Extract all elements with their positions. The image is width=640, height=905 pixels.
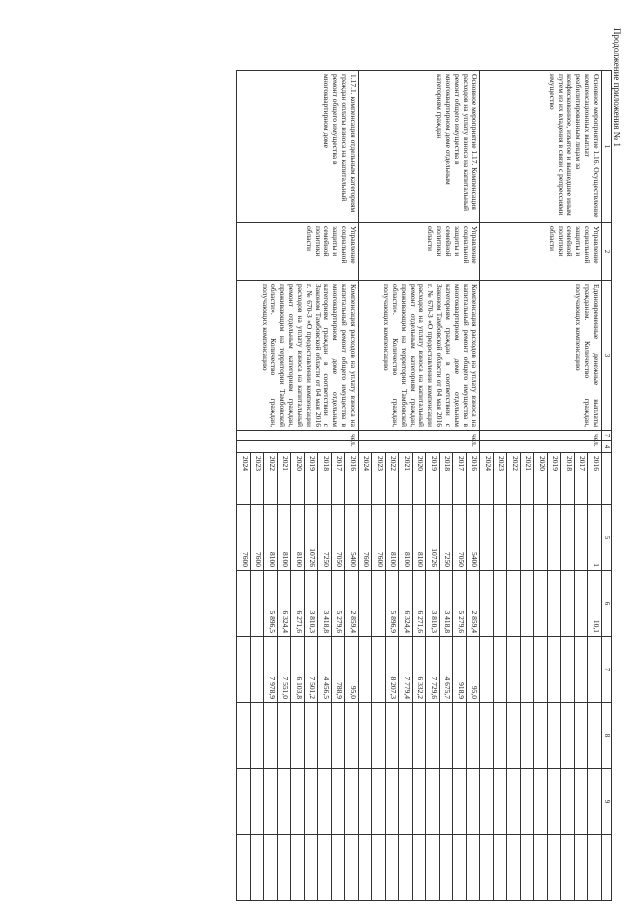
value-blank bbox=[251, 835, 265, 901]
value-col6: 2 859,4 bbox=[467, 571, 481, 637]
value-col5: 7600 bbox=[359, 505, 373, 571]
year-cell: 2020 bbox=[534, 453, 548, 505]
column-number-row bbox=[602, 71, 612, 901]
value-col9 bbox=[345, 769, 359, 835]
value-col9 bbox=[332, 769, 346, 835]
col-header-3b: 7 bbox=[602, 431, 612, 441]
value-col7: 788,9 bbox=[332, 637, 346, 703]
year-cell: 2017 bbox=[332, 453, 346, 505]
value-col8 bbox=[332, 703, 346, 769]
value-col9 bbox=[426, 769, 440, 835]
value-blank bbox=[399, 835, 413, 901]
value-blank bbox=[426, 835, 440, 901]
year-cell: 2020 bbox=[291, 453, 305, 505]
value-col5: 7600 bbox=[372, 505, 386, 571]
value-col7: 95,0 bbox=[467, 637, 481, 703]
year-cell: 2016 bbox=[588, 453, 602, 505]
value-blank bbox=[534, 835, 548, 901]
value-blank bbox=[264, 835, 278, 901]
appendix-note bbox=[612, 28, 622, 168]
year-cell: 2023 bbox=[251, 453, 265, 505]
year-cell: 2018 bbox=[440, 453, 454, 505]
value-col5 bbox=[534, 505, 548, 571]
value-col6: 5 279,6 bbox=[453, 571, 467, 637]
value-col6: 6 271,6 bbox=[291, 571, 305, 637]
value-blank bbox=[359, 835, 373, 901]
value-col8 bbox=[264, 703, 278, 769]
measure-executor: Управление социальной защиты и семейной политики области bbox=[359, 223, 481, 281]
year-cell: 2024 bbox=[237, 453, 251, 505]
value-col5: 7600 bbox=[237, 505, 251, 571]
value-col6: 3 810,3 bbox=[426, 571, 440, 637]
value-col8 bbox=[494, 703, 508, 769]
value-col5: 7050 bbox=[332, 505, 346, 571]
value-col9 bbox=[237, 769, 251, 835]
value-col8 bbox=[548, 703, 562, 769]
value-col6 bbox=[237, 571, 251, 637]
table-row bbox=[345, 71, 359, 901]
value-col6: 10,1 bbox=[588, 571, 602, 637]
value-col9 bbox=[372, 769, 386, 835]
value-blank bbox=[453, 835, 467, 901]
measure-executor: Управление социальной защиты и семейной политики области bbox=[237, 223, 359, 281]
value-col5: 8100 bbox=[386, 505, 400, 571]
appendix-note-text: Продолжение приложения № 1 bbox=[612, 28, 622, 148]
year-cell: 2020 bbox=[413, 453, 427, 505]
value-col9 bbox=[413, 769, 427, 835]
table-row bbox=[467, 71, 481, 901]
value-col5: 1 bbox=[588, 505, 602, 571]
value-col7 bbox=[534, 637, 548, 703]
value-col7 bbox=[251, 637, 265, 703]
year-cell: 2022 bbox=[386, 453, 400, 505]
value-col8 bbox=[251, 703, 265, 769]
measure-indicator: Компенсация расходов на уплату взноса на капитальный ремонт общего имущества в многоквартирном доме отдельным категориям граждан в соответствии с Законом Тамбовской области от 04 мая 2016 г. № 670-З «О предоставлении компенсации расходов на уплату взноса на капитальный ремонт отдельным категориям граждан, проживающим на территории Тамбовской области». Количество граждан, получающих компенсацию bbox=[359, 281, 481, 431]
value-col8 bbox=[440, 703, 454, 769]
value-col6 bbox=[548, 571, 562, 637]
value-col7 bbox=[480, 637, 494, 703]
value-col8 bbox=[413, 703, 427, 769]
value-col8 bbox=[453, 703, 467, 769]
value-col8 bbox=[372, 703, 386, 769]
value-col5: 5400 bbox=[345, 505, 359, 571]
value-col7: 7 501,2 bbox=[305, 637, 319, 703]
year-cell: 2021 bbox=[278, 453, 292, 505]
value-col9 bbox=[359, 769, 373, 835]
value-blank bbox=[575, 835, 589, 901]
table-row bbox=[588, 71, 602, 901]
value-col6: 3 810,3 bbox=[305, 571, 319, 637]
value-blank bbox=[480, 835, 494, 901]
measure-executor: Управление социальной защиты и семейной политики области bbox=[480, 223, 602, 281]
value-col5: 10726 bbox=[305, 505, 319, 571]
value-blank bbox=[345, 835, 359, 901]
value-col9 bbox=[588, 769, 602, 835]
value-col8 bbox=[561, 703, 575, 769]
value-blank bbox=[548, 835, 562, 901]
measure-title: Основное мероприятие 1.16. Осуществление компенсационных выплат реабилитированным лицам за конфискованное, изъятое и вышедшее иным путем из их владения в связи с репрессиями имущество bbox=[480, 71, 602, 223]
value-col6 bbox=[575, 571, 589, 637]
year-cell: 2023 bbox=[372, 453, 386, 505]
value-col6 bbox=[494, 571, 508, 637]
value-col7 bbox=[588, 637, 602, 703]
year-cell: 2018 bbox=[561, 453, 575, 505]
col-header-4: 4 bbox=[602, 441, 612, 453]
value-blank bbox=[372, 835, 386, 901]
value-col9 bbox=[291, 769, 305, 835]
value-blank bbox=[386, 835, 400, 901]
rotated-table-wrapper bbox=[97, 70, 612, 900]
value-col9 bbox=[318, 769, 332, 835]
year-cell: 2017 bbox=[453, 453, 467, 505]
value-col7: 6 103,8 bbox=[291, 637, 305, 703]
year-cell: 2018 bbox=[318, 453, 332, 505]
value-col5: 8100 bbox=[264, 505, 278, 571]
value-blank bbox=[440, 835, 454, 901]
year-cell: 2024 bbox=[480, 453, 494, 505]
value-col7: 7 779,4 bbox=[399, 637, 413, 703]
value-blank bbox=[278, 835, 292, 901]
value-col6 bbox=[251, 571, 265, 637]
year-cell: 2016 bbox=[345, 453, 359, 505]
measure-title: Основное мероприятие 1.17. Компенсация расходов на уплату взноса на капитальный ремонт общего имущества в многоквартирном доме отдельным категориям граждан bbox=[359, 71, 481, 223]
program-table bbox=[237, 70, 613, 901]
year-cell: 2019 bbox=[548, 453, 562, 505]
value-col7: 8 207,3 bbox=[386, 637, 400, 703]
value-blank bbox=[588, 835, 602, 901]
value-blank bbox=[494, 835, 508, 901]
measure-unit: чел. bbox=[359, 431, 481, 441]
value-col5: 7600 bbox=[251, 505, 265, 571]
measure-empty bbox=[359, 441, 481, 453]
value-col9 bbox=[453, 769, 467, 835]
value-col8 bbox=[386, 703, 400, 769]
year-cell: 2021 bbox=[521, 453, 535, 505]
year-cell: 2017 bbox=[575, 453, 589, 505]
value-col7 bbox=[548, 637, 562, 703]
measure-title: 1.17.1. компенсация отдельным категориям граждан оплаты взноса на капитальный ремонт общего имущества в многоквартирном доме bbox=[237, 71, 359, 223]
value-col6: 3 418,8 bbox=[318, 571, 332, 637]
col-header-8: 8 bbox=[602, 703, 612, 769]
year-cell: 2019 bbox=[426, 453, 440, 505]
value-col8 bbox=[278, 703, 292, 769]
value-col5: 7250 bbox=[440, 505, 454, 571]
value-col6 bbox=[507, 571, 521, 637]
value-col6 bbox=[561, 571, 575, 637]
value-col9 bbox=[251, 769, 265, 835]
value-col7 bbox=[521, 637, 535, 703]
value-col5: 8100 bbox=[399, 505, 413, 571]
col-header-1: 1 bbox=[602, 71, 612, 223]
value-col5 bbox=[507, 505, 521, 571]
value-col6 bbox=[359, 571, 373, 637]
value-col8 bbox=[507, 703, 521, 769]
value-blank bbox=[318, 835, 332, 901]
value-col7: 7 978,9 bbox=[264, 637, 278, 703]
value-col9 bbox=[575, 769, 589, 835]
value-col7: 918,9 bbox=[453, 637, 467, 703]
value-col5: 10726 bbox=[426, 505, 440, 571]
measure-unit: чел. bbox=[237, 431, 359, 441]
value-col5: 5400 bbox=[467, 505, 481, 571]
measure-indicator: Компенсация расходов на уплату взноса на капитальный ремонт общего имущества в многоквартирном доме отдельным категориям граждан в соответствии с Законом Тамбовской области от 04 мая 2016 г. № 670-З «О предоставлении компенсации расходов на уплату взноса на капитальный ремонт отдельным категориям граждан, проживающим на территории Тамбовской области». Количество граждан, получающих компенсацию bbox=[237, 281, 359, 431]
col-header-6: 6 bbox=[602, 571, 612, 637]
value-col7 bbox=[575, 637, 589, 703]
value-col6: 5 896,9 bbox=[386, 571, 400, 637]
value-col6: 6 271,6 bbox=[413, 571, 427, 637]
value-col6 bbox=[521, 571, 535, 637]
value-col8 bbox=[318, 703, 332, 769]
measure-empty bbox=[480, 441, 602, 453]
value-col7 bbox=[237, 637, 251, 703]
value-col5 bbox=[494, 505, 508, 571]
value-col8 bbox=[521, 703, 535, 769]
value-col7: 6 332,2 bbox=[413, 637, 427, 703]
value-col9 bbox=[440, 769, 454, 835]
value-col6: 5 279,6 bbox=[332, 571, 346, 637]
value-col5 bbox=[548, 505, 562, 571]
value-col5: 8100 bbox=[291, 505, 305, 571]
value-blank bbox=[521, 835, 535, 901]
year-cell: 2022 bbox=[507, 453, 521, 505]
value-blank bbox=[561, 835, 575, 901]
value-col6 bbox=[480, 571, 494, 637]
value-col9 bbox=[305, 769, 319, 835]
value-col7: 95,0 bbox=[345, 637, 359, 703]
year-cell: 2022 bbox=[264, 453, 278, 505]
value-col9 bbox=[399, 769, 413, 835]
value-blank bbox=[237, 835, 251, 901]
value-col5 bbox=[575, 505, 589, 571]
col-header-3: 3 bbox=[602, 281, 612, 431]
value-col9 bbox=[534, 769, 548, 835]
col-header-5: 5 bbox=[602, 505, 612, 571]
year-cell: 2019 bbox=[305, 453, 319, 505]
value-col9 bbox=[561, 769, 575, 835]
value-col5: 7050 bbox=[453, 505, 467, 571]
value-col9 bbox=[278, 769, 292, 835]
value-col5 bbox=[480, 505, 494, 571]
value-col9 bbox=[494, 769, 508, 835]
measure-empty bbox=[237, 441, 359, 453]
value-col8 bbox=[237, 703, 251, 769]
value-col5: 8100 bbox=[278, 505, 292, 571]
value-col8 bbox=[467, 703, 481, 769]
col-header-blank bbox=[602, 835, 612, 901]
value-col7: 7 729,6 bbox=[426, 637, 440, 703]
value-col7 bbox=[494, 637, 508, 703]
table-body bbox=[237, 71, 602, 901]
value-col6: 5 896,5 bbox=[264, 571, 278, 637]
col-header-7: 7 bbox=[602, 637, 612, 703]
value-col6 bbox=[534, 571, 548, 637]
value-col9 bbox=[386, 769, 400, 835]
value-col8 bbox=[305, 703, 319, 769]
value-col8 bbox=[480, 703, 494, 769]
value-col8 bbox=[588, 703, 602, 769]
value-col8 bbox=[359, 703, 373, 769]
value-col9 bbox=[467, 769, 481, 835]
value-col5: 8100 bbox=[413, 505, 427, 571]
col-header-year bbox=[602, 453, 612, 505]
value-col7: 4 675,7 bbox=[440, 637, 454, 703]
value-col7 bbox=[359, 637, 373, 703]
value-col8 bbox=[291, 703, 305, 769]
value-col7 bbox=[561, 637, 575, 703]
value-blank bbox=[413, 835, 427, 901]
year-cell: 2023 bbox=[494, 453, 508, 505]
value-col6 bbox=[372, 571, 386, 637]
value-blank bbox=[507, 835, 521, 901]
value-col6: 2 859,4 bbox=[345, 571, 359, 637]
value-col9 bbox=[507, 769, 521, 835]
value-col8 bbox=[575, 703, 589, 769]
col-header-2: 2 bbox=[602, 223, 612, 281]
value-col9 bbox=[264, 769, 278, 835]
value-col6: 6 324,4 bbox=[278, 571, 292, 637]
year-cell: 2021 bbox=[399, 453, 413, 505]
value-col8 bbox=[426, 703, 440, 769]
col-header-9: 9 bbox=[602, 769, 612, 835]
value-col7: 7 551,0 bbox=[278, 637, 292, 703]
value-col5 bbox=[561, 505, 575, 571]
value-col8 bbox=[534, 703, 548, 769]
value-col8 bbox=[345, 703, 359, 769]
value-col5 bbox=[521, 505, 535, 571]
year-cell: 2024 bbox=[359, 453, 373, 505]
value-col6: 6 324,4 bbox=[399, 571, 413, 637]
year-cell: 2016 bbox=[467, 453, 481, 505]
value-col9 bbox=[480, 769, 494, 835]
value-col8 bbox=[399, 703, 413, 769]
value-blank bbox=[332, 835, 346, 901]
value-col7 bbox=[507, 637, 521, 703]
value-blank bbox=[291, 835, 305, 901]
measure-indicator: Единовременные денежные выплаты гражданам. Количество граждан, получающих компенсацию bbox=[480, 281, 602, 431]
value-blank bbox=[467, 835, 481, 901]
value-col9 bbox=[548, 769, 562, 835]
value-blank bbox=[305, 835, 319, 901]
value-col9 bbox=[521, 769, 535, 835]
measure-unit: чел. bbox=[480, 431, 602, 441]
value-col7 bbox=[372, 637, 386, 703]
value-col7: 4 456,5 bbox=[318, 637, 332, 703]
value-col6: 3 418,8 bbox=[440, 571, 454, 637]
value-col5: 7250 bbox=[318, 505, 332, 571]
